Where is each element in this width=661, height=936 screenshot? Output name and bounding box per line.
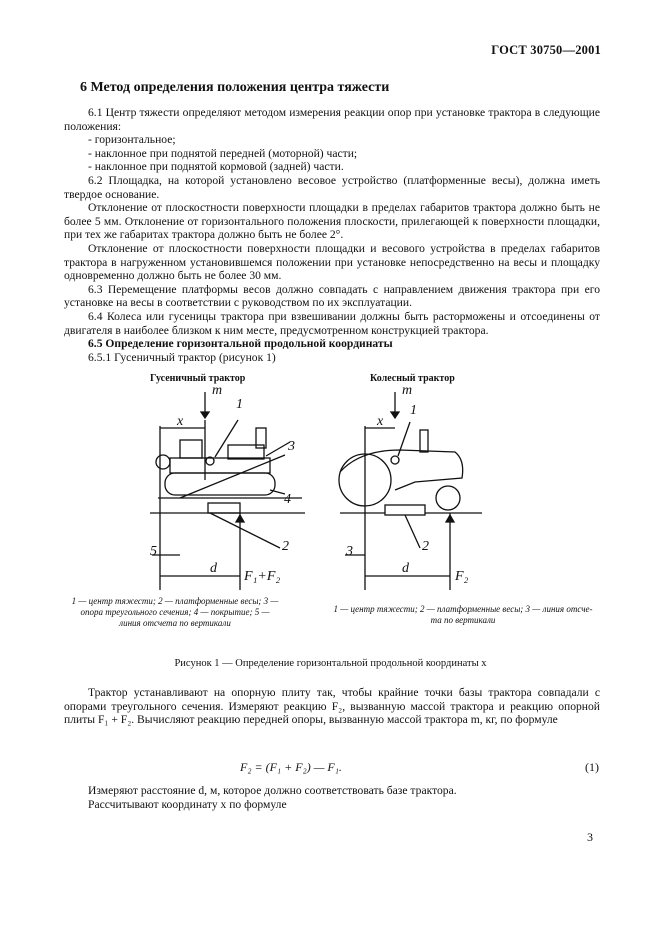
figure-left-caption: 1 — центр тяжести; 2 — платформенные весы; 3 — опора треугольного сечения; 4 — покрытие; 5 — линия отсчета по вертикали [71,596,279,628]
label-3-right: 3 [346,544,353,559]
list-item: - наклонное при поднятой кормовой (задней) части. [88,160,344,174]
paragraph: Рассчитывают координату x по формуле [88,797,287,811]
document-header: ГОСТ 30750—2001 [491,43,601,57]
body-text-after [64,686,600,727]
paragraph: Трактор устанавливают на опорную плиту так, чтобы крайние точки базы трактора совпадали с опорами треугольного сечения. Измеряют реакцию F₂, вызванную массой трактора и реакцию опорной плиты F₁ + F₂. Вычисляют реакцию передней опоры, вызванную массой трактора m, кг, по формуле [64,686,600,727]
subsection-title: 6.5 Определение горизонтальной продольной координаты [88,337,393,351]
figure-left-title: Гусеничный трактор [150,373,246,384]
figure-drawing [0,380,661,590]
label-2-right: 2 [422,539,429,554]
label-1-left: 1 [236,397,243,412]
list-item: - горизонтальное; [88,133,176,147]
label-4-left: 4 [284,492,291,507]
label-m-right: m [402,383,413,398]
figure-caption: Рисунок 1 — Определение горизонтальной продольной координаты x [174,658,487,669]
label-F2: F₂ [455,569,469,584]
formula: F₂ = (F₁ + F₂) — F₁. [240,760,342,774]
label-x-right: x [377,414,384,429]
label-1-right: 1 [410,403,417,418]
sub-item: 6.5.1 Гусеничный трактор (рисунок 1) [88,350,276,364]
paragraph: Отклонение от плоскостности поверхности площадки в пределах габаритов трактора должно быть не более 5 мм. Отклонение от горизонтального положения плоскости, прилегающей к поверхности площадки, при тех же габаритах трактора должно быть не более 2°. [64,201,600,242]
paragraph-6-4: 6.4 Колеса или гусеницы трактора при взвешивании должны быть расторможены и отсоединены от двигателя в наиболее близком к ним месте, предусмотренном конструкцией трактора. [64,309,600,337]
paragraph-6-1: 6.1 Центр тяжести определяют методом измерения реакции опор при установке трактора в следующие положения: [64,106,600,133]
label-5-left: 5 [150,544,157,559]
paragraph-6-2: 6.2 Площадка, на которой установлено весовое устройство (платформенные весы), должна иметь твердое основание. [64,173,600,201]
body-text [64,106,600,364]
label-m-left: m [212,383,223,398]
label-x-left: x [177,414,184,429]
page-number: 3 [587,830,593,844]
label-d-left: d [210,561,217,576]
paragraph-6-3: 6.3 Перемещение платформы весов должно совпадать с направлением движения трактора при его установке на весы в соответствии с руководством по их эксплуатации. [64,282,600,310]
section-title: 6 Метод определения положения центра тяжести [80,80,390,95]
label-2-left: 2 [282,539,289,554]
label-3-left: 3 [288,439,295,454]
body-text-after2 [64,784,600,811]
list-item: - наклонное при поднятой передней (моторной) части; [88,146,358,160]
label-d-right: d [402,561,409,576]
paragraph: Отклонение от плоскостности поверхности площадки и весового устройства в пределах габаритов трактора в нагруженном установившемся положении при установке непосредственно на весы и площадку одновременно должно быть не более 30 мм. [64,241,600,283]
formula-number: (1) [585,760,599,774]
figure-right-caption: 1 — центр тяжести; 2 — платформенные весы; 3 — линия отсче- та по вертикали [333,604,593,625]
label-F12: F₁+F₂ [244,569,281,584]
paragraph: Измеряют расстояние d, м, которое должно соответствовать базе трактора. [88,784,457,797]
figure-right-title: Колесный трактор [370,373,455,384]
